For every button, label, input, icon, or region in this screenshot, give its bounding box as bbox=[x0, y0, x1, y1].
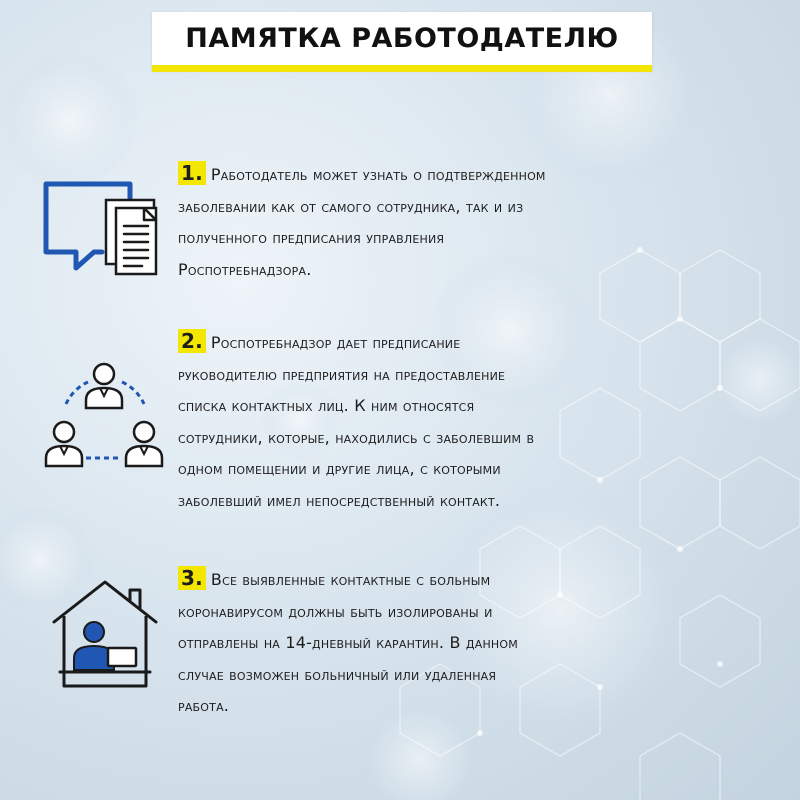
item-number: 1. bbox=[178, 161, 206, 185]
memo-item-line: сотрудники, которые, находились с заболевшим в bbox=[178, 427, 535, 447]
memo-item-2 bbox=[178, 326, 738, 516]
title-underline bbox=[152, 65, 652, 72]
memo-item-line: коронавирусом должны быть изолированы и bbox=[178, 601, 493, 621]
memo-item-1 bbox=[178, 158, 738, 285]
page-title: ПАМЯТКА РАБОТОДАТЕЛЮ bbox=[185, 23, 619, 54]
memo-item-line: работа. bbox=[178, 696, 230, 715]
memo-item-line: одном помещении и другие лица, с которыми bbox=[178, 459, 501, 478]
memo-item-line: списка контактных лиц. К ним относятся bbox=[178, 396, 475, 415]
memo-item-line: 3. Все выявленные контактные с больным bbox=[178, 563, 738, 596]
item-number: 3. bbox=[178, 566, 206, 590]
memo-item-line: Роспотребнадзора. bbox=[178, 259, 312, 279]
memo-item-line: отправлены на 14-дневный карантин. В данном bbox=[178, 633, 518, 652]
memo-item-line: случае возможен больничный или удаленная bbox=[178, 664, 497, 684]
item-number: 2. bbox=[178, 329, 206, 353]
home-office-icon bbox=[50, 578, 160, 693]
memo-item-line: 2. Роспотребнадзор дает предписание bbox=[178, 326, 738, 359]
memo-item-line: 1. Работодатель может узнать о подтвержденном bbox=[178, 158, 738, 191]
memo-item-line: заболевании как от самого сотрудника, так и из bbox=[178, 196, 524, 216]
contact-people-icon bbox=[44, 360, 164, 475]
memo-item-line: заболевший имел непосредственный контакт. bbox=[178, 490, 501, 510]
documents-chat-icon bbox=[40, 178, 170, 278]
memo-item-line: полученного предписания управления bbox=[178, 228, 445, 247]
memo-item-line: руководителю предприятия на предоставление bbox=[178, 364, 506, 384]
title-banner bbox=[152, 12, 652, 70]
memo-item-3 bbox=[178, 563, 738, 722]
